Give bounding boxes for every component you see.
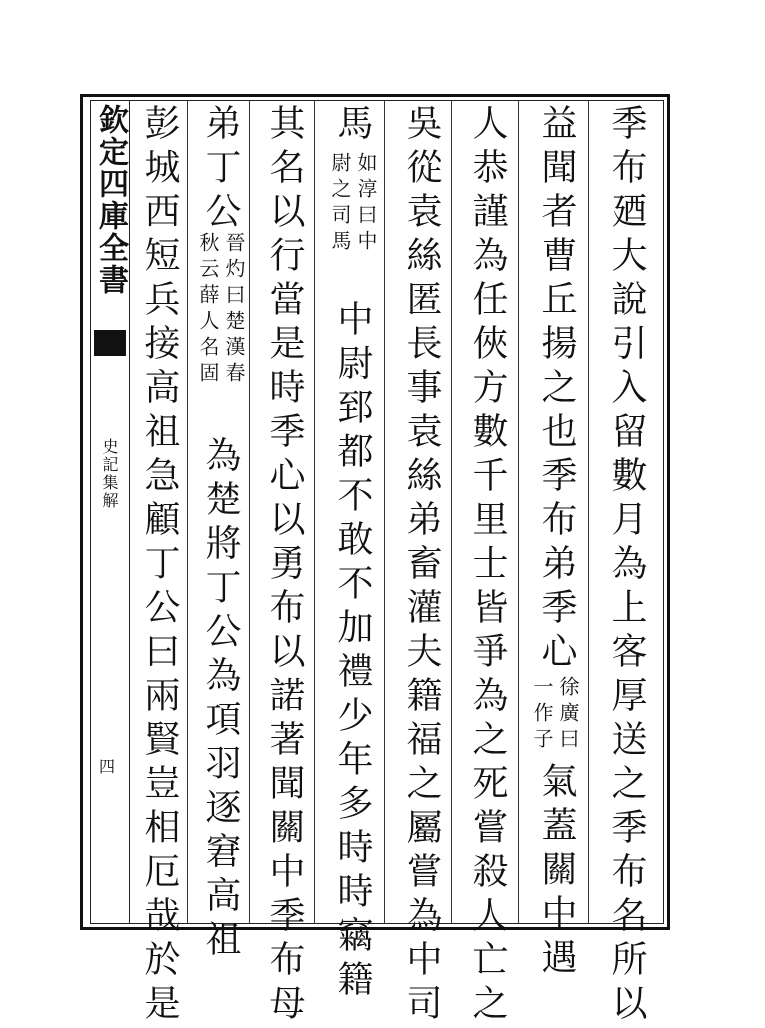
column-text: 為楚將丁公為項羽逐窘高祖 [200,436,241,964]
column-text: 彭城西短兵接高祖急顧丁公曰兩賢豈相厄哉於是 [139,104,180,1028]
column-text: 益聞者曹丘揚之也季布弟季心 [536,104,577,676]
column-text: 馬 [332,104,373,148]
column-text: 氣蓋關中遇 [536,762,577,982]
book-title: 史記集解 [100,438,119,510]
text-column-7 [192,104,248,964]
annotation-line: 如淳曰中 [354,152,378,256]
text-column-1 [598,104,654,1028]
page-number: 四 [99,757,116,776]
column-rule [314,100,315,924]
column-rule [451,100,452,924]
annotation-line: 秋云薛人名固 [196,232,220,388]
text-column-4 [392,104,450,1028]
column-rule [249,100,250,924]
column-text: 其名以行當是時季心以勇布以諾著聞關中季布母 [264,104,305,1028]
column-rule [588,100,589,924]
annotation-line: 晉灼曰楚漢春 [222,232,246,388]
fishtail-mark [94,330,126,356]
annotation-line: 一作子 [530,676,554,754]
annotation-line: 尉之司馬 [328,152,352,256]
column-rule [518,100,519,924]
text-column-3 [458,104,516,1028]
column-text: 人恭謹為任俠方數千里士皆爭為之死嘗殺人亡之 [467,104,508,1028]
text-column-8 [132,104,186,1028]
column-rule [384,100,385,924]
text-column-6 [256,104,312,1028]
column-rule [187,100,188,924]
collection-title: 欽定四庫全書 [93,104,128,296]
column-text: 弟丁公 [200,104,241,236]
column-text: 吳從袁絲匿長事袁絲弟畜灌夫籍福之屬嘗為中司 [401,104,442,1028]
column-text: 季布廼大說引入留數月為上客厚送之季布名所以 [606,104,647,1028]
text-column-2 [526,104,586,982]
annotation-line: 徐廣曰 [556,676,580,754]
text-column-5 [322,104,382,1004]
column-text: 中尉郅都不敢不加禮少年多時時竊籍 [332,300,373,1004]
